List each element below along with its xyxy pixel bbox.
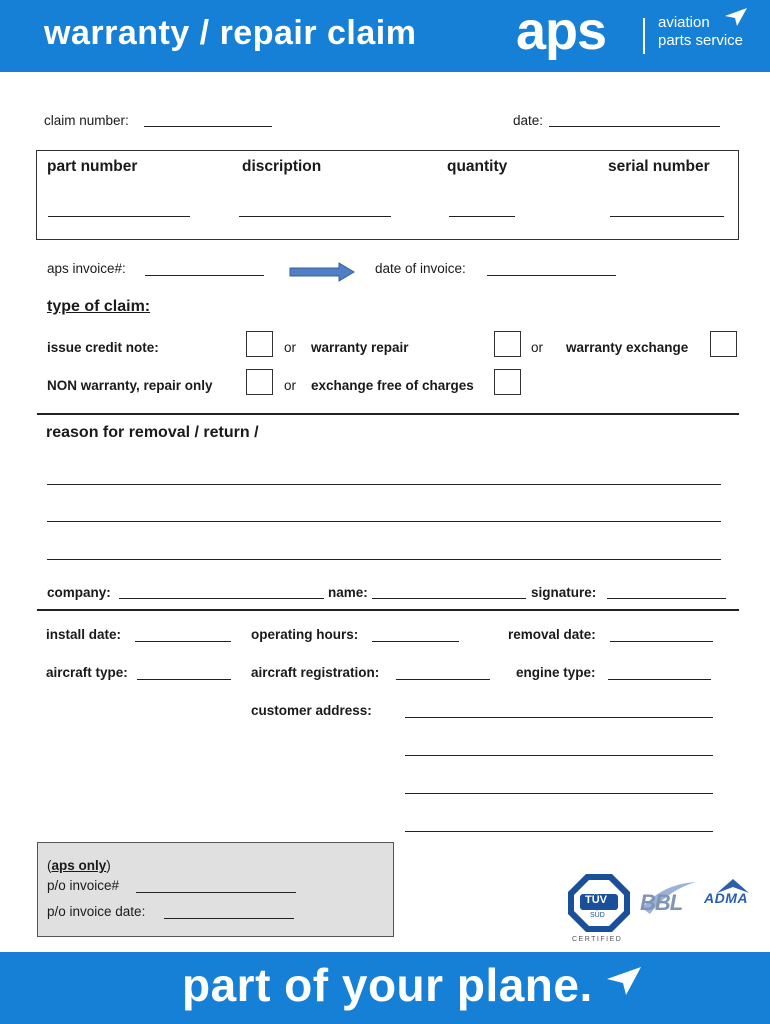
removal-date-label: removal date: [508, 627, 596, 642]
logo-subtitle-line1: aviation [658, 14, 710, 31]
engine-type-label: engine type: [516, 665, 596, 680]
company-field[interactable] [119, 598, 324, 599]
or-label: or [531, 340, 544, 355]
po-invoice-date-field[interactable] [164, 918, 294, 919]
date-label: date: [513, 113, 544, 128]
reason-line-2[interactable] [47, 521, 721, 522]
customer-address-label: customer address: [251, 703, 372, 718]
or-label: or [284, 378, 297, 393]
aircraft-type-field[interactable] [137, 679, 231, 680]
customer-address-line-2[interactable] [405, 755, 713, 756]
issue-credit-note-label: issue credit note: [47, 340, 159, 355]
signature-label: signature: [531, 585, 597, 600]
warranty-exchange-checkbox[interactable] [710, 331, 737, 357]
aps-only-paren-open: ( [47, 858, 52, 873]
aircraft-registration-label: aircraft registration: [251, 665, 380, 680]
serial-number-field[interactable] [610, 216, 724, 217]
description-field[interactable] [239, 216, 391, 217]
paper-plane-icon [606, 966, 642, 996]
aps-logo: aps [516, 1, 607, 61]
operating-hours-field[interactable] [372, 641, 459, 642]
column-quantity: quantity [447, 158, 508, 175]
tuv-text: TÜV [585, 894, 607, 906]
customer-address-line-4[interactable] [405, 831, 713, 832]
aps-only-paren-close: ) [106, 858, 111, 873]
claim-number-label: claim number: [44, 113, 129, 128]
name-field[interactable] [372, 598, 526, 599]
warranty-exchange-label: warranty exchange [566, 340, 689, 355]
claim-number-field[interactable] [144, 126, 272, 127]
exchange-free-checkbox[interactable] [494, 369, 521, 395]
adma-text: ADMA [704, 890, 748, 906]
quantity-field[interactable] [449, 216, 515, 217]
logo-subtitle-line2: parts service [658, 32, 744, 49]
footer-slogan: part of your plane. [182, 959, 593, 1011]
warranty-repair-label: warranty repair [311, 340, 409, 355]
reason-heading: reason for removal / return / [46, 424, 259, 441]
company-label: company: [47, 585, 111, 600]
header-bar [0, 0, 770, 72]
date-of-invoice-label: date of invoice: [375, 261, 466, 276]
aircraft-type-label: aircraft type: [46, 665, 128, 680]
name-label: name: [328, 585, 368, 600]
engine-type-field[interactable] [608, 679, 711, 680]
tuv-caption: CERTIFIED [572, 936, 623, 943]
install-date-label: install date: [46, 627, 122, 642]
customer-address-line-3[interactable] [405, 793, 713, 794]
reason-line-3[interactable] [47, 559, 721, 560]
bbl-text: BBL [640, 890, 683, 915]
form-title: warranty / repair claim [44, 14, 417, 52]
non-warranty-label: NON warranty, repair only [47, 378, 213, 393]
aps-invoice-label: aps invoice#: [47, 261, 126, 276]
date-of-invoice-field[interactable] [487, 275, 616, 276]
column-description: discription [242, 158, 322, 175]
po-invoice-date-label: p/o invoice date: [47, 904, 146, 919]
bbl-logo [638, 878, 700, 920]
po-invoice-label: p/o invoice# [47, 878, 120, 893]
aps-only-label: aps only [51, 858, 107, 873]
customer-address-line-1[interactable] [405, 717, 713, 718]
po-invoice-field[interactable] [136, 892, 296, 893]
warranty-repair-checkbox[interactable] [494, 331, 521, 357]
issue-credit-note-checkbox[interactable] [246, 331, 273, 357]
aircraft-registration-field[interactable] [396, 679, 490, 680]
aps-only-box [37, 842, 394, 937]
tuv-certification-badge [566, 872, 632, 948]
adma-logo [702, 878, 764, 912]
tuv-sub-text: SÜD [590, 912, 605, 919]
column-part-number: part number [47, 158, 138, 175]
install-date-field[interactable] [135, 641, 231, 642]
exchange-free-label: exchange free of charges [311, 378, 474, 393]
operating-hours-label: operating hours: [251, 627, 359, 642]
logo-separator [643, 18, 645, 54]
paper-plane-icon [724, 7, 748, 27]
aps-only-heading [47, 857, 111, 875]
section-divider [37, 609, 739, 611]
right-arrow-icon [289, 262, 355, 282]
reason-line-1[interactable] [47, 484, 721, 485]
section-divider [37, 413, 739, 415]
aps-invoice-field[interactable] [145, 275, 264, 276]
date-field[interactable] [549, 126, 720, 127]
signature-field[interactable] [607, 598, 726, 599]
non-warranty-checkbox[interactable] [246, 369, 273, 395]
type-of-claim-heading: type of claim: [47, 298, 151, 315]
column-serial-number: serial number [608, 158, 710, 175]
footer-bar [0, 952, 770, 1024]
or-label: or [284, 340, 297, 355]
part-number-field[interactable] [48, 216, 190, 217]
removal-date-field[interactable] [610, 641, 713, 642]
